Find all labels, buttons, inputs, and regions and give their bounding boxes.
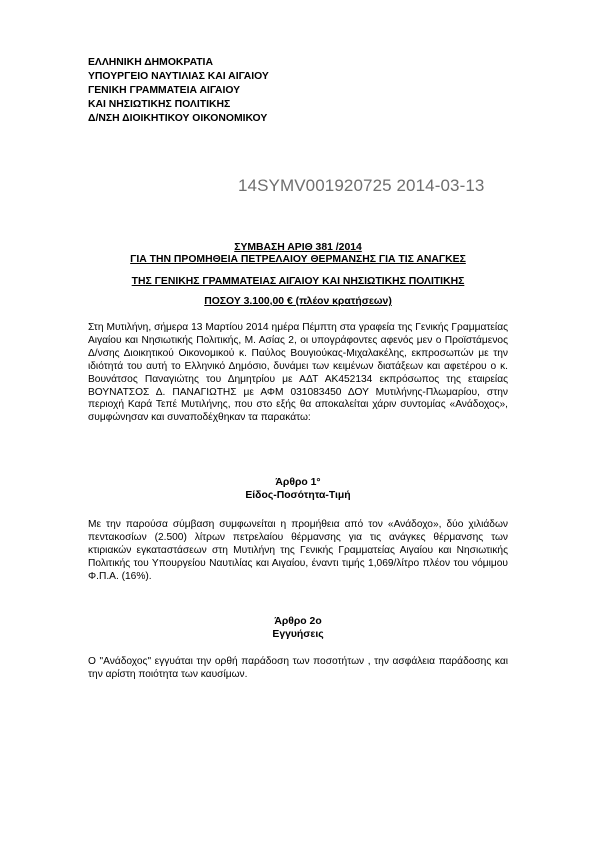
header-line-directorate: Δ/ΝΣΗ ΔΙΟΙΚΗΤΙΚΟΥ ΟΙΚΟΝΟΜΙΚΟΥ [88, 113, 268, 124]
contract-title-amount: ΠΟΣΟΥ 3.100,00 € (πλέον κρατήσεων) [204, 296, 392, 307]
header-line-ministry: ΥΠΟΥΡΓΕΙΟ ΝΑΥΤΙΛΙΑΣ ΚΑΙ ΑΙΓΑΙΟΥ [88, 71, 269, 82]
article-1-title [88, 476, 508, 502]
article-2-subheading: Εγγυήσεις [272, 629, 324, 640]
intro-paragraph: Στη Μυτιλήνη, σήμερα 13 Μαρτίου 2014 ημέρα Πέμπτη στα γραφεία της Γενικής Γραμματείας Αιγαίου και Νησιωτικής Πολιτικής, Μ. Ασίας 2, οι υπογράφοντες αφενός μεν ο Προϊστάμενος Δ/νσης Διοικητικού Οικονομικού κ. Παύλος Βουγιούκας-Μιχαλακέλης, εκπροσωπών με την ιδιότητά του αυτή το Ελληνικό Δημόσιο, δυνάμει των κειμένων διατάξεων και αφετέρου ο κ. Βουνάτσος Παναγιώτης του Δημητρίου με ΑΔΤ ΑΚ452134 εκπρόσωπος της εταιρείας ΒΟΥΝΑΤΣΟΣ Δ. ΠΑΝΑΓΙΩΤΗΣ με ΑΦΜ 031083450 ΔΟΥ Μυτιλήνης-Πλωμαρίου, στην περιοχή Καρά Τεπέ Μυτιλήνης, που στο εξής θα αποκαλείται χάριν συντομίας «Ανάδοχος», συμφώνησαν και συναποδέχθηκαν τα παρακάτω: [88, 322, 508, 424]
article-1-text: Με την παρούσα σύμβαση συμφωνείται η προμήθεια από τον «Ανάδοχο», δύο χιλιάδων πεντακοσίων (2.500) λίτρων πετρελαίου θέρμανσης για τις ανάγκες θέρμανσης των κτιριακών εγκαταστάσεων στη Μυτιλήνη της Γενικής Γραμματείας Αιγαίου και Νησιωτικής Πολιτικής του Υπουργείου Ναυτιλίας και Αιγαίου, έναντι τιμής 1,069/λίτρο πλέον του νόμιμου Φ.Π.Α. (16%). [88, 519, 508, 582]
contract-title-subject: ΓΙΑ ΤΗΝ ΠΡΟΜΗΘΕΙΑ ΠΕΤΡΕΛΑΙΟΥ ΘΕΡΜΑΝΣΗΣ ΓΙΑ ΤΙΣ ΑΝΑΓΚΕΣ [130, 254, 466, 265]
header-line-secretariat: ΓΕΝΙΚΗ ΓΡΑΜΜΑΤΕΙΑ ΑΙΓΑΙΟΥ [88, 85, 241, 96]
article-2-title [88, 615, 508, 641]
contract-title [88, 242, 508, 308]
contract-title-number: ΣΥΜΒΑΣΗ ΑΡΙΘ 381 /2014 [234, 242, 362, 253]
issuing-authority-header [88, 56, 269, 126]
header-line-policy: ΚΑΙ ΝΗΣΙΩΤΙΚΗΣ ΠΟΛΙΤΙΚΗΣ [88, 99, 231, 110]
article-1-heading: Άρθρο 1° [275, 477, 321, 488]
contract-title-recipient: ΤΗΣ ΓΕΝΙΚΗΣ ΓΡΑΜΜΑΤΕΙΑΣ ΑΙΓΑΙΟΥ ΚΑΙ ΝΗΣΙΩΤΙΚΗΣ ΠΟΛΙΤΙΚΗΣ [131, 276, 465, 287]
article-1-subheading: Είδος-Ποσότητα-Τιμή [245, 490, 351, 501]
article-2-text: Ο "Ανάδοχος" εγγυάται την ορθή παράδοση των ποσοτήτων , την ασφάλεια παράδοσης και την αρίστη ποιότητα των καυσίμων. [88, 656, 508, 680]
document-number-stamp: 14SYMV001920725 2014-03-13 [238, 176, 485, 195]
article-2-heading: Άρθρο 2ο [274, 616, 322, 627]
header-line-republic: ΕΛΛΗΝΙΚΗ ΔΗΜΟΚΡΑΤΙΑ [88, 57, 213, 68]
